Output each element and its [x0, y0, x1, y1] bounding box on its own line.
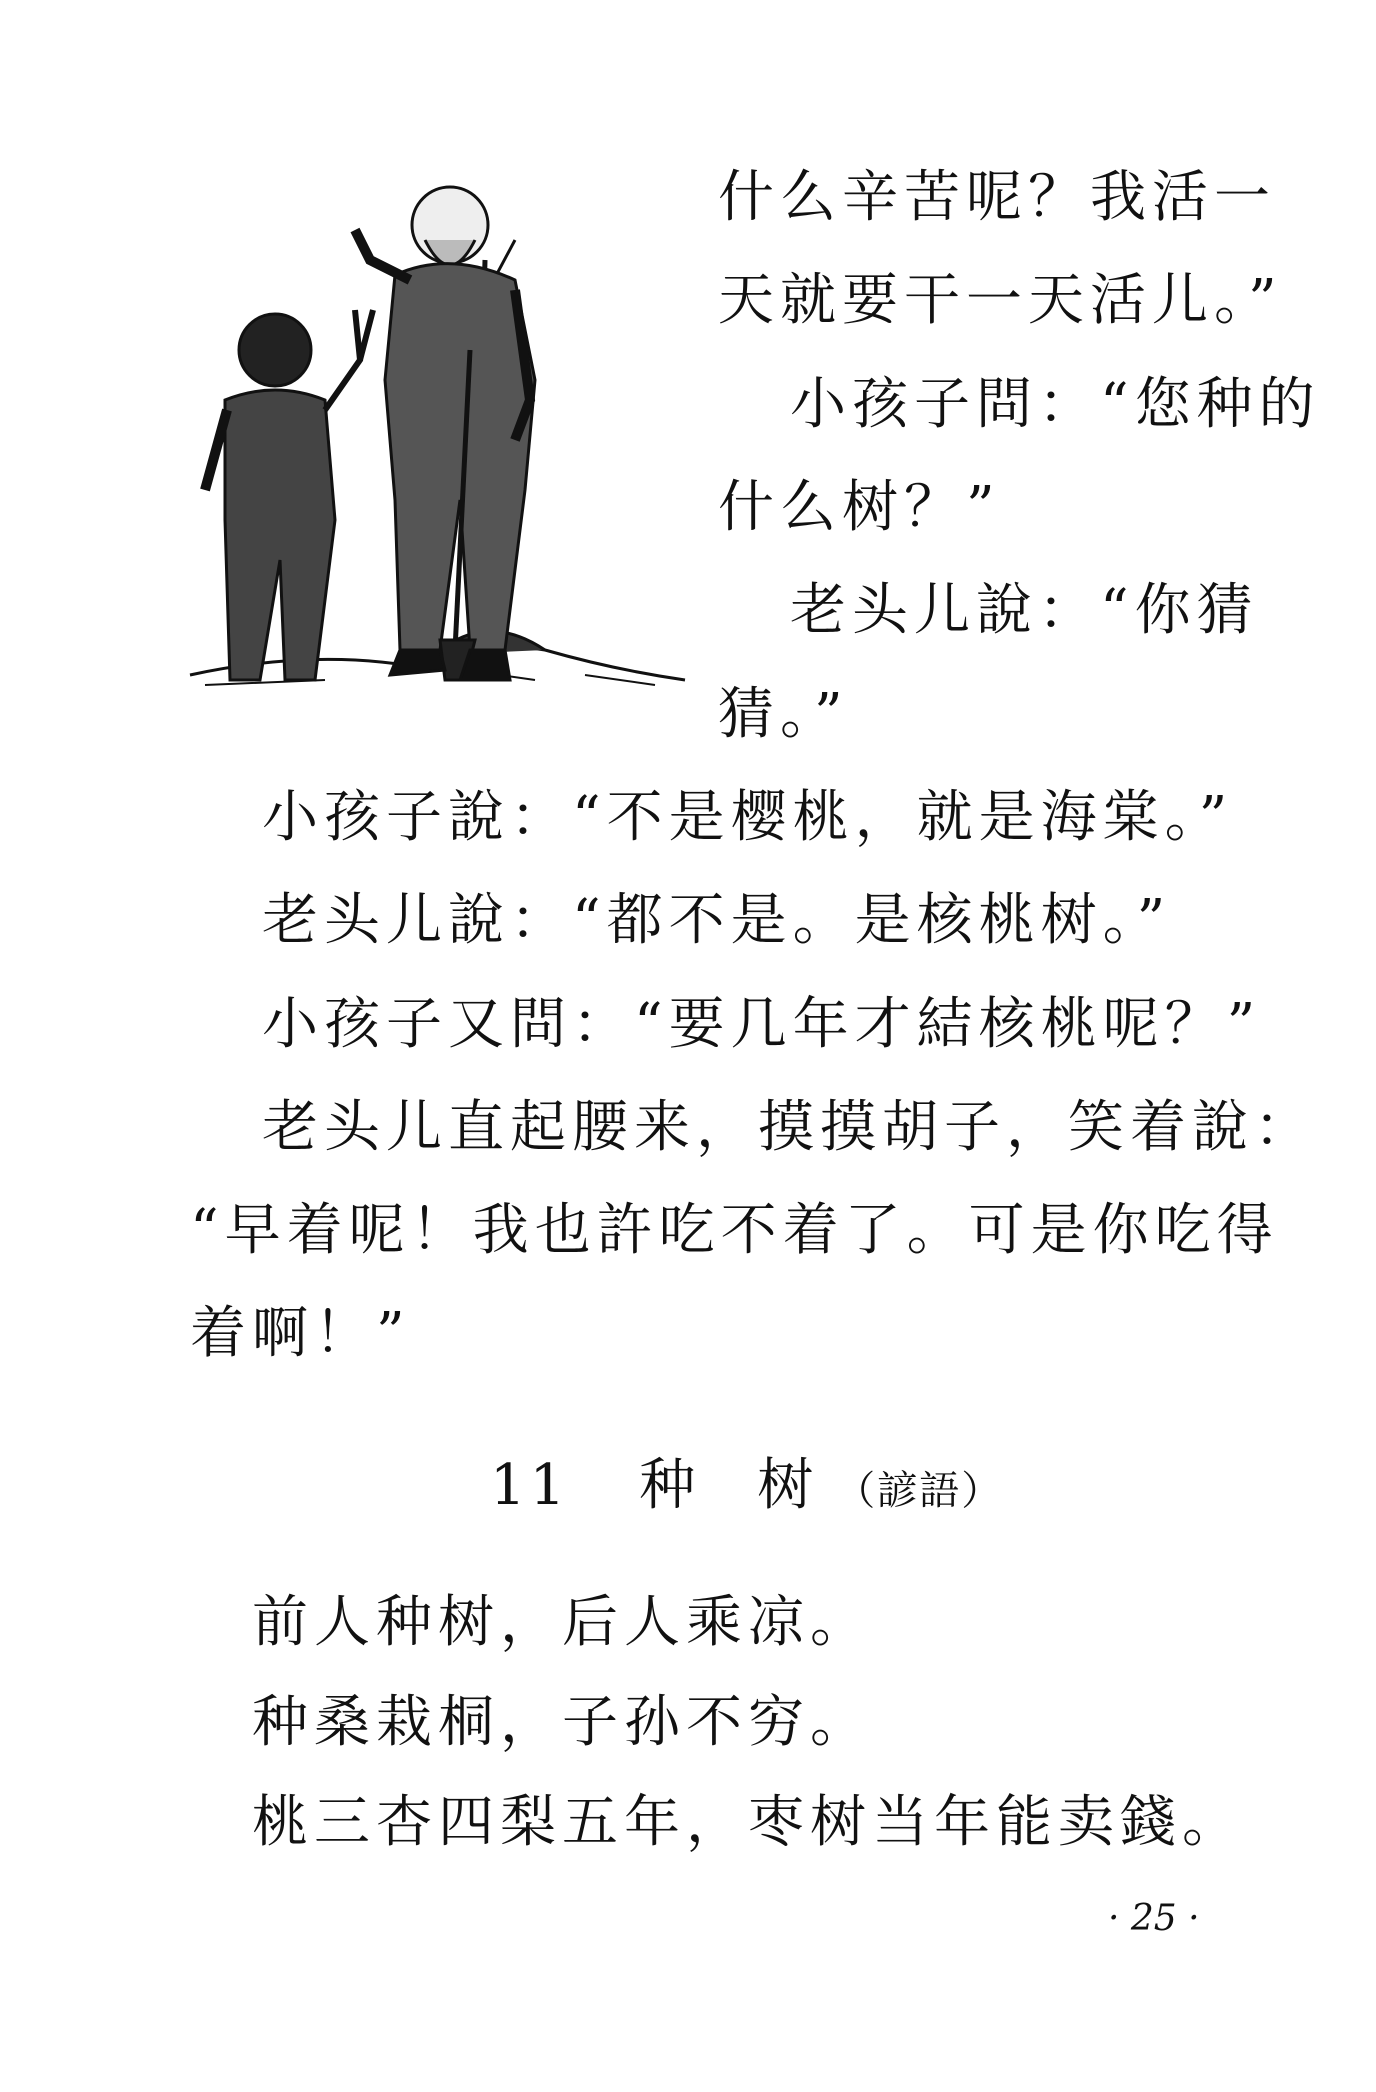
text-line-7: 小孩子說：“不是樱桃，就是海棠。”: [262, 785, 1234, 850]
text-line-9: 小孩子又問：“要几年才結核桃呢？”: [262, 992, 1262, 1057]
text-line-8: 老头儿說：“都不是。是核桃树。”: [262, 888, 1172, 953]
section-heading: [490, 1453, 1004, 1518]
text-line-6: 猜。”: [718, 682, 849, 747]
text-line-12: 着啊！”: [190, 1301, 411, 1366]
text-line-5: 老头儿說：“你猜: [790, 578, 1259, 643]
section-genre: （諺語）: [835, 1468, 1004, 1514]
text-line-1: 什么辛苦呢？我活一: [718, 165, 1276, 230]
text-line-3: 小孩子問：“您种的: [790, 372, 1321, 437]
text-line-2: 天就要干一天活儿。”: [718, 268, 1283, 333]
proverb-line-1: 前人种树，后人乘凉。: [252, 1590, 872, 1655]
page-number: · 25 ·: [1108, 1898, 1200, 1939]
section-number: 11: [490, 1453, 570, 1518]
text-line-10: 老头儿直起腰来，摸摸胡子，笑着說：: [262, 1095, 1316, 1160]
proverb-line-3: 桃三杏四梨五年，枣树当年能卖錢。: [252, 1790, 1244, 1855]
old-man-and-boy-planting-tree-illustration: [185, 180, 705, 720]
proverb-line-2: 种桑栽桐，子孙不穷。: [252, 1690, 872, 1755]
section-title: 种树: [639, 1453, 876, 1518]
text-line-11: “早着呢！我也許吃不着了。可是你吃得: [190, 1198, 1279, 1263]
text-line-4: 什么树？”: [718, 475, 1001, 540]
